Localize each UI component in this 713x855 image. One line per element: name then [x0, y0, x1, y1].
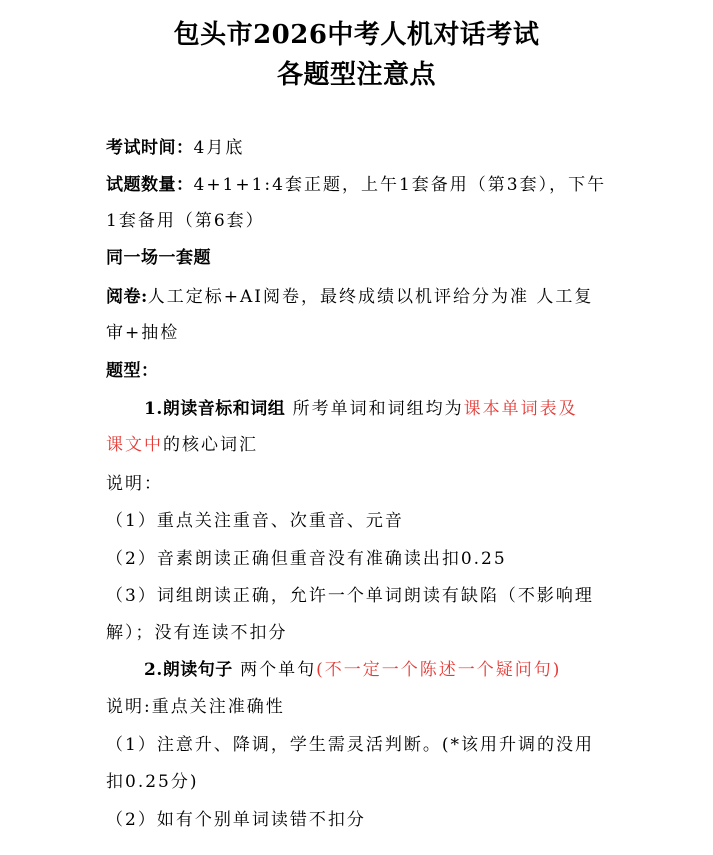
same-set-heading: 同一场一套题: [106, 248, 211, 268]
grading-label: 阅卷:: [106, 287, 148, 307]
question-count-value-line1: 4+1+1:4套正题，上午1套备用（第3套），下午: [193, 175, 607, 195]
document-title-line1: 包头市2026中考人机对话考试: [173, 20, 540, 50]
section2-desc-prefix: 两个单句: [232, 660, 317, 680]
document-title-line2: 各题型注意点: [276, 60, 436, 90]
section1-desc-line2: [106, 430, 258, 455]
grading-row: [106, 282, 593, 307]
section1-desc-prefix: 所考单词和词组均为: [285, 399, 464, 419]
section1-desc-red-line1: 课本单词表及: [463, 399, 578, 419]
section1-item-3-cont: 解）；没有连读不扣分: [106, 623, 288, 643]
section1-note-label: 说明：: [106, 474, 163, 494]
section2-item-1: （1）注意升、降调，学生需灵活判断。(*该用升调的没用: [106, 735, 594, 755]
question-count-value-line2: 1套备用（第6套）: [106, 211, 265, 231]
exam-time-label: 考试时间：: [106, 138, 194, 158]
section1-item-2: （2）音素朗读正确但重音没有准确读出扣0.25: [106, 549, 507, 569]
grading-value-line1: 人工定标+AI阅卷，最终成绩以机评给分为准 人工复: [147, 287, 594, 307]
question-count-row: [106, 170, 606, 195]
section1-heading: 1.朗读音标和词组: [144, 399, 286, 419]
exam-time-row: [106, 133, 244, 158]
section2-item-2: （2）如有个别单词读错不扣分: [106, 810, 366, 830]
section1-item-1: （1）重点关注重音、次重音、元音: [106, 511, 404, 531]
section2-item-1-cont: 扣0.25分): [106, 772, 199, 792]
section2-desc-red: (不一定一个陈述一个疑问句): [316, 660, 562, 680]
grading-value-line2: 审+抽检: [106, 323, 180, 343]
section1-desc-red-line2: 课文中: [106, 435, 163, 455]
section1-desc-suffix: 的核心词汇: [163, 435, 258, 455]
section2-heading-row: [144, 655, 561, 680]
question-count-label: 试题数量：: [106, 175, 194, 195]
section2-note: 说明:重点关注准确性: [106, 697, 285, 717]
types-heading: 题型：: [106, 361, 159, 381]
exam-time-value: 4月底: [193, 138, 245, 158]
section1-heading-row: [144, 394, 578, 419]
section2-heading: 2.朗读句子: [144, 660, 233, 680]
section1-item-3: （3）词组朗读正确，允许一个单词朗读有缺陷（不影响理: [106, 586, 594, 606]
